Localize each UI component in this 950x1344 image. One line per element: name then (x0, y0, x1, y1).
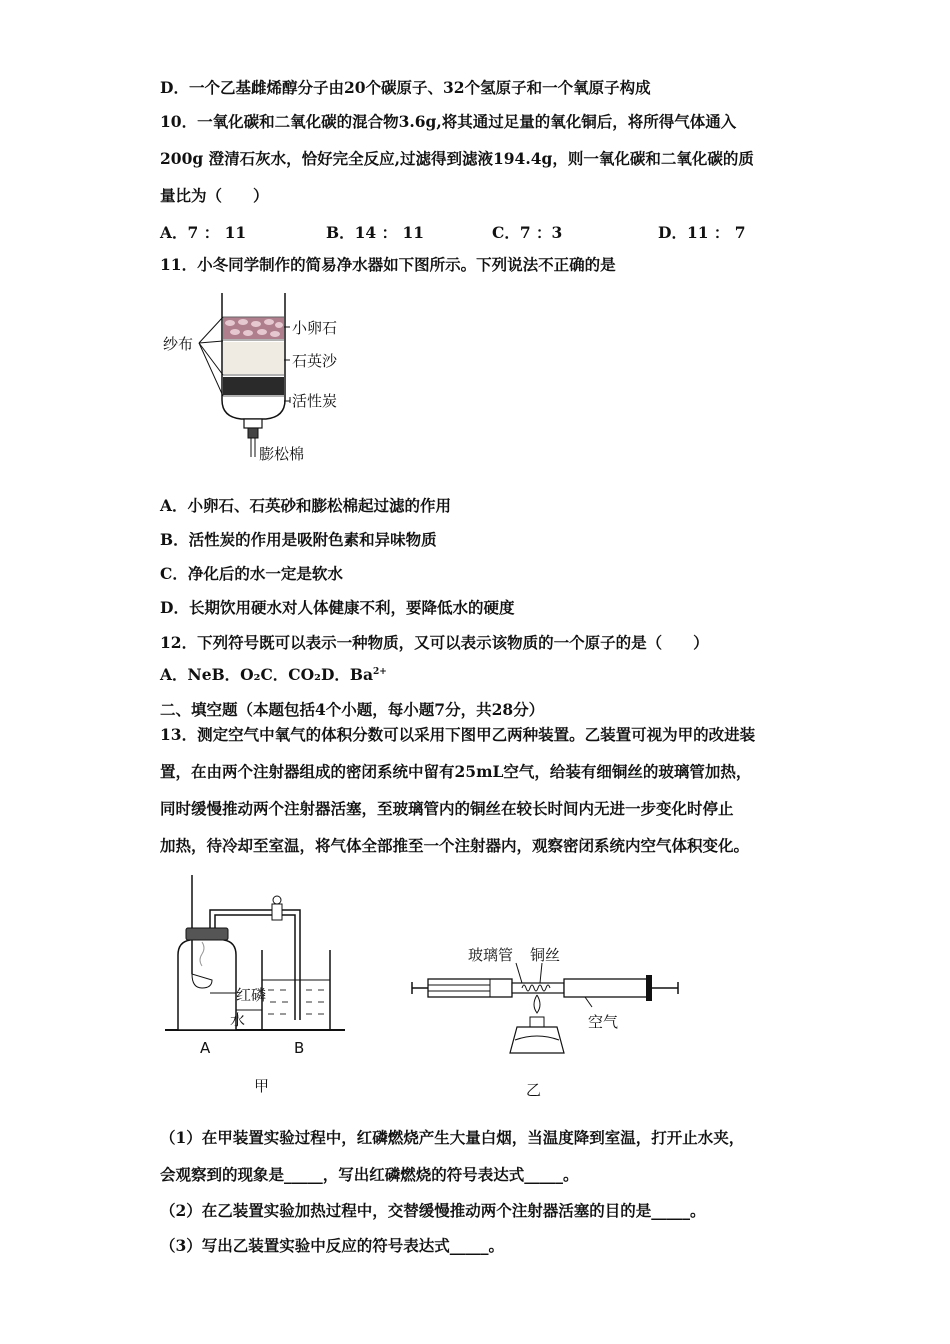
q13-sub1-line2: 会观察到的现象是_____，写出红磷燃烧的符号表达式_____。 (160, 1165, 579, 1184)
label-cotton: 膨松棉 (259, 445, 305, 463)
q10-stem-line2: 200g 澄清石灰水，恰好完全反应,过滤得到滤液194.4g，则一氧化碳和二氧化碳的质 (160, 149, 754, 168)
q13-sub2: （2）在乙装置实验加热过程中，交替缓慢推动两个注射器活塞的目的是_____。 (160, 1201, 706, 1220)
label-gauze: 纱布 (163, 335, 194, 353)
q10-stem-line1: 10．一氧化碳和二氧化碳的混合物3.6g,将其通过足量的氧化铜后，将所得气体通入 (160, 112, 737, 131)
q10-option-d: D．11 ： 7 (658, 223, 746, 242)
label-red-phosphorus: 红磷 (236, 986, 267, 1004)
q11-option-d: D．长期饮用硬水对人体健康不利，要降低水的硬度 (160, 598, 515, 617)
apparatus-yi-figure (410, 935, 690, 1105)
label-a: A (200, 1039, 211, 1057)
q9-option-d: D．一个乙基雌烯醇分子由20个碳原子、32个氢原子和一个氧原子构成 (160, 78, 651, 97)
q13-stem-line1: 13．测定空气中氧气的体积分数可以采用下图甲乙两种装置。乙装置可视为甲的改进装 (160, 725, 756, 744)
apparatus-jia-figure (160, 870, 360, 1100)
q12-stem: 12．下列符号既可以表示一种物质，又可以表示该物质的一个原子的是（ ） (160, 633, 709, 652)
label-carbon: 活性炭 (292, 392, 338, 410)
carbon-layer (223, 377, 284, 395)
q10-option-b: B．14 ： 11 (326, 223, 425, 242)
q12-options (160, 665, 387, 685)
label-water: 水 (230, 1011, 246, 1029)
q11-option-c: C．净化后的水一定是软水 (160, 564, 343, 583)
q13-stem-line2: 置，在由两个注射器组成的密闭系统中留有25mL空气，给装有细铜丝的玻璃管加热， (160, 762, 752, 781)
q13-stem-line4: 加热，待冷却至室温，将气体全部推至一个注射器内，观察密闭系统内空气体积变化。 (160, 836, 750, 855)
caption-jia: 甲 (254, 1077, 270, 1095)
label-b: B (294, 1039, 305, 1057)
label-copper-wire: 铜丝 (530, 946, 561, 964)
q10-option-c: C．7 ：3 (492, 223, 563, 242)
q12-option-c: C．CO₂ (260, 665, 321, 684)
label-air: 空气 (588, 1013, 619, 1031)
label-sand: 石英沙 (292, 352, 338, 370)
q13-sub3: （3）写出乙装置实验中反应的符号表达式_____。 (160, 1236, 505, 1255)
q11-stem: 11．小冬同学制作的简易净水器如下图所示。下列说法不正确的是 (160, 255, 616, 274)
q12-option-d-charge: 2+ (373, 667, 387, 677)
q10-stem-line3: 量比为（ ） (160, 186, 269, 205)
q12-option-d: D．Ba (320, 665, 374, 684)
water-purifier-figure (155, 285, 365, 470)
sand-layer (223, 342, 284, 374)
q11-option-a: A．小卵石、石英砂和膨松棉起过滤的作用 (160, 496, 452, 515)
q10-option-a: A．7 ： 11 (160, 223, 247, 242)
q13-sub1-line1: （1）在甲装置实验过程中，红磷燃烧产生大量白烟，当温度降到室温，打开止水夹， (160, 1128, 745, 1147)
q12-option-b: B．O₂ (211, 665, 261, 684)
label-glass-tube: 玻璃管 (468, 946, 514, 964)
q12-option-a: A．Ne (160, 665, 212, 684)
label-pebbles: 小卵石 (292, 319, 338, 337)
q11-option-b: B．活性炭的作用是吸附色素和异味物质 (160, 530, 437, 549)
q13-stem-line3: 同时缓慢推动两个注射器活塞，至玻璃管内的铜丝在较长时间内无进一步变化时停止 (160, 799, 734, 818)
caption-yi: 乙 (526, 1081, 542, 1099)
section2-title: 二、填空题（本题包括4个小题，每小题7分，共28分） (160, 700, 545, 719)
